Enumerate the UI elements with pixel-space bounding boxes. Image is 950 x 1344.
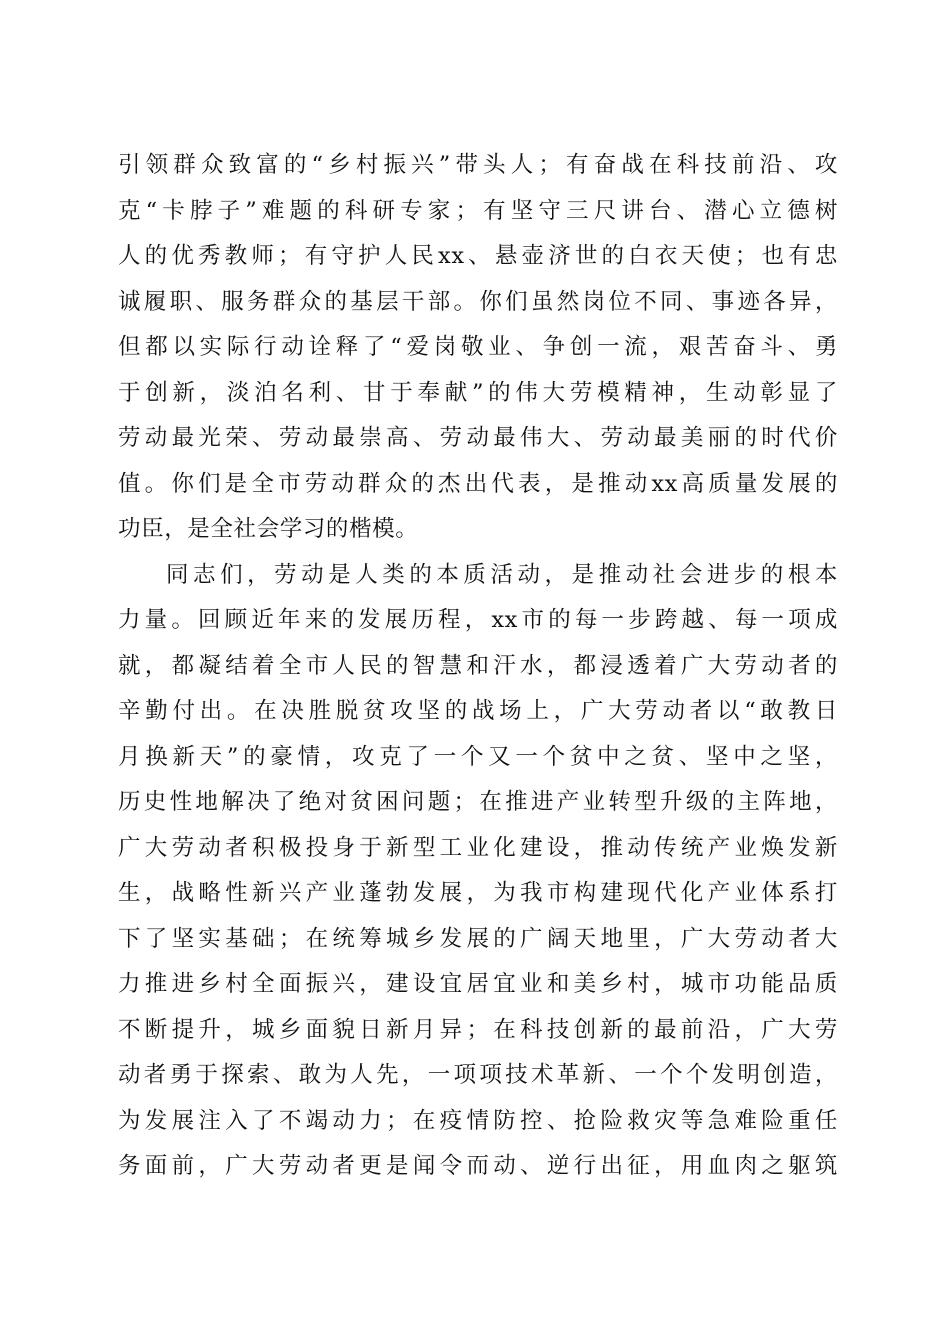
paragraph-end-line: 功臣，是全社会学习的楷模。 xyxy=(118,516,419,542)
text-line: 月换新天”的豪情，攻克了一个又一个贫中之贫、坚中之坚， xyxy=(118,743,838,770)
body-text xyxy=(118,143,838,1190)
text-line: 克“卡脖子”难题的科研专家；有坚守三尺讲台、潜心立德树 xyxy=(118,197,838,224)
text-line: 广大劳动者积极投身于新型工业化建设，推动传统产业焕发新 xyxy=(118,834,838,861)
text-line: 生，战略性新兴产业蓬勃发展，为我市构建现代化产业体系打 xyxy=(118,880,838,906)
text-line: 引领群众致富的“乡村振兴”带头人；有奋战在科技前沿、攻 xyxy=(118,152,838,178)
text-line: 务面前，广大劳动者更是闻令而动、逆行出征，用血肉之躯筑 xyxy=(118,1153,838,1179)
text-line: 值。你们是全市劳动群众的杰出代表，是推动xx高质量发展的 xyxy=(118,470,838,497)
text-line: 力推进乡村全面振兴，建设宜居宜业和美乡村，城市功能品质 xyxy=(118,971,838,997)
text-line: 力量。回顾近年来的发展历程，xx市的每一步跨越、每一项成 xyxy=(118,607,838,633)
text-line: 不断提升，城乡面貌日新月异；在科技创新的最前沿，广大劳 xyxy=(118,1016,838,1043)
text-line: 但都以实际行动诠释了“爱岗敬业、争创一流，艰苦奋斗、勇 xyxy=(118,334,838,360)
text-line: 下了坚实基础；在统筹城乡发展的广阔天地里，广大劳动者大 xyxy=(118,925,838,952)
text-line: 辛勤付出。在决胜脱贫攻坚的战场上，广大劳动者以“敢教日 xyxy=(118,698,838,724)
text-line: 劳动最光荣、劳动最崇高、劳动最伟大、劳动最美丽的时代价 xyxy=(118,425,838,451)
text-line: 于创新，淡泊名利、甘于奉献”的伟大劳模精神，生动彰显了 xyxy=(118,379,838,406)
text-line: 为发展注入了不竭动力；在疫情防控、抢险救灾等急难险重任 xyxy=(118,1107,838,1134)
text-line: 动者勇于探索、敢为人先，一项项技术革新、一个个发明创造， xyxy=(118,1062,838,1088)
text-line: 就，都凝结着全市人民的智慧和汗水，都浸透着广大劳动者的 xyxy=(118,652,838,679)
paragraph-start-line: 同志们，劳动是人类的本质活动，是推动社会进步的根本 xyxy=(166,561,838,588)
text-line: 历史性地解决了绝对贫困问题；在推进产业转型升级的主阵地， xyxy=(118,789,838,815)
text-line: 诚履职、服务群众的基层干部。你们虽然岗位不同、事迹各异， xyxy=(118,288,838,315)
text-line: 人的优秀教师；有守护人民xx、悬壶济世的白衣天使；也有忠 xyxy=(118,243,838,269)
